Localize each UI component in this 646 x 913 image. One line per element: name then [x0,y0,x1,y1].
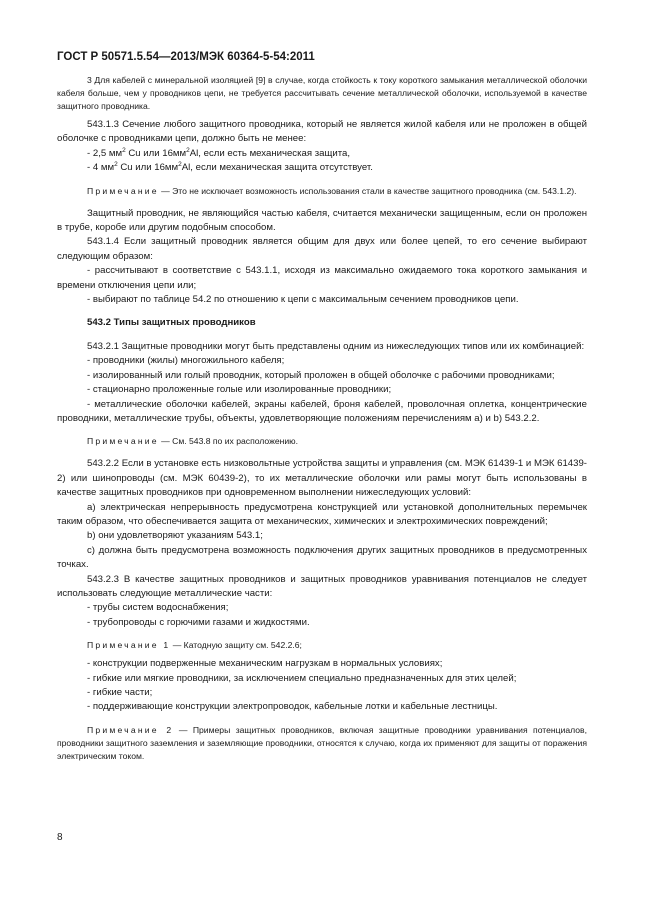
list-item: - гибкие части; [87,687,153,698]
text-part: - 4 мм [87,162,115,174]
note-text: — Это не исключает возможность использования стали в качестве защитного проводника (см. 543.1.2). [158,185,577,196]
list-item-cu-without-protection [57,161,587,175]
superscript: 2 [186,146,190,154]
list-item-calculate: - рассчитывают в соответствие с 543.1.1, исходя из максимально ожидаемого тока короткого замыкания и времени отключения цепи или; [57,265,587,291]
note-label: Примечание [87,185,159,196]
note-3-paragraph: 3 Для кабелей с минеральной изоляцией [9] в случае, когда стойкость к току короткого замыкания металлической оболочки кабеля больше, чем у проводников цепи, не требуется рассчитывать сечение металлической оболочки, используемой в качестве защитного проводника. [57,75,587,111]
clause-543-1-4: 543.1.4 Если защитный проводник является общим для двух или более цепей, то его сечение выбирают следующим образом: [57,236,587,262]
note-label: Примечание 1 [87,640,171,651]
list-item: - металлические оболочки кабелей, экраны кабелей, броня кабелей, проволочная оплетка, концентрические проводники, металлические трубы, объекты, удовлетворяющие положениям перечислениям a) и b) 543.2.2. [57,398,587,424]
text-part: Cu или 16мм [117,162,179,174]
document-body [57,74,587,763]
section-heading-543-2: 543.2 Типы защитных проводников [87,317,256,329]
clause-543-2-2: 543.2.2 Если в установке есть низковольтные устройства защиты и управления (см. МЭК 61439-1 и МЭК 61439-2) или шинопроводы (см. МЭК 60439-2), то их металлические оболочки или рамы могут быть использованы в качестве защитных проводников при одновременном выполнении нижеследующих условий: [57,458,587,499]
text-part: Al, если есть механическая защита, [189,147,350,159]
list-item: - трубопроводы с горючими газами и жидкостями. [87,616,310,628]
note-1-cathodic [57,639,587,652]
text-part: Al, если механическая защита отсутствует. [181,162,373,174]
list-item: b) они удовлетворяют указаниям 543.1; [87,530,263,542]
list-item: - проводники (жилы) многожильного кабеля; [87,355,285,367]
note-label: Примечание [87,436,159,447]
note-location [57,435,587,448]
note-text: — См. 543.8 по их расположению. [158,436,299,447]
superscript: 2 [114,161,118,169]
list-item: - изолированный или голый проводник, который проложен в общей оболочке с рабочими проводниками; [87,369,555,381]
note-2-examples [57,724,587,763]
superscript: 2 [178,161,182,169]
note-steel [57,185,587,198]
list-item: - конструкции подверженные механическим нагрузкам в нормальных условиях; [87,658,443,670]
list-item: a) электрическая непрерывность предусмотрена конструкцией или установкой дополнительных перемычек таким образом, что обеспечивается защита от механических, химических и электрохимических повреждений; [57,501,587,527]
list-item-cu-with-protection [57,147,587,161]
text-part: - 2,5 мм [87,147,123,159]
list-item-table: - выбирают по таблице 54.2 по отношению к цепи с максимальным сечением проводников цепи. [87,294,519,306]
list-item: - стационарно проложенные голые или изолированные проводники; [87,384,392,396]
note-label: Примечание 2 [87,724,174,735]
clause-543-2-1: 543.2.1 Защитные проводники могут быть представлены одним из нижеследующих типов или их комбинацией: [87,340,585,352]
list-item: - поддерживающие конструкции электропроводок, кабельные лотки и кабельные лестницы. [87,701,498,713]
paragraph-mechanical-protection: Защитный проводник, не являющийся частью кабеля, считается механически защищенным, если он проложен в трубе, коробе или другим подобным способом. [57,207,587,234]
text-part: Cu или 16мм [125,147,187,159]
document-header: ГОСТ Р 50571.5.54—2013/МЭК 60364-5-54:2011 [57,51,315,63]
clause-543-1-3: 543.1.3 Сечение любого защитного проводника, который не является жилой кабеля или не проложен в общей оболочке с проводниками цепи, должно быть не менее: [57,119,587,145]
list-item: - гибкие или мягкие проводники, за исключением специально предназначенных для этих целей; [87,672,517,684]
note-text: — Примеры защитных проводников, включая защитные проводники уравнивания потенциалов, проводники защитного заземления и заземляющие проводники, относятся к случаю, когда их применяют для защиты от поражения электрическим током. [57,724,588,761]
clause-543-2-3: 543.2.3 В качестве защитных проводников и защитных проводников уравнивания потенциалов не следует использовать следующие металлические части: [57,573,587,599]
note-text: — Катодную защиту см. 542.2.6; [170,640,302,651]
superscript: 2 [122,146,126,154]
list-item: - трубы систем водоснабжения; [87,602,229,614]
list-item: c) должна быть предусмотрена возможность подключения других защитных проводников в предусмотренных точках. [57,544,587,571]
page-number: 8 [57,832,63,843]
